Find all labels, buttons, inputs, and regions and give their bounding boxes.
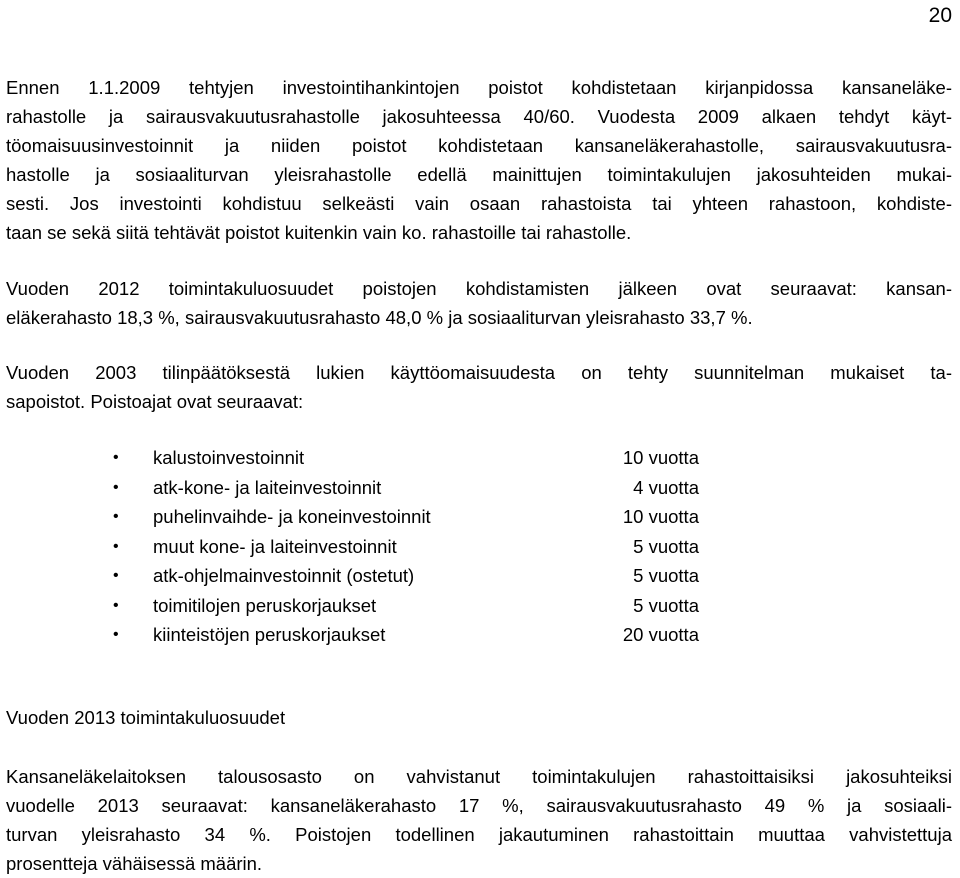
bullet-icon: •	[113, 626, 119, 643]
paragraph-depreciation-allocation	[6, 73, 952, 247]
text-line: taan se sekä siitä tehtävät poistot kuitenkin vain ko. rahastoille tai rahastolle.	[6, 222, 632, 243]
bullet-icon: •	[113, 596, 119, 614]
list-item	[0, 502, 960, 532]
paragraph-depreciation-plan	[6, 358, 952, 416]
asset-name: kalustoinvestoinnit	[153, 447, 305, 468]
text-line: Ennen 1.1.2009 tehtyjen investointihankintojen poistot kohdistetaan kirjanpidossa kansaneläke-	[6, 77, 952, 98]
text-line: sesti. Jos investointi kohdistuu selkeästi vain osaan rahastoista tai yhteen rahastoon, kohdiste-	[6, 193, 952, 214]
asset-name: kiinteistöjen peruskorjaukset	[153, 624, 386, 645]
depreciation-period-list	[0, 443, 960, 650]
asset-name: atk-ohjelmainvestoinnit (ostetut)	[153, 565, 415, 586]
text-line: töomaisuusinvestoinnit ja niiden poistot kohdistetaan kansaneläkerahastolle, sairausvakuutusra-	[6, 135, 952, 156]
text-line: prosentteja vähäisessä määrin.	[6, 853, 263, 874]
depreciation-period: 5 vuotta	[633, 535, 699, 557]
list-item	[0, 591, 960, 621]
text-line: turvan yleisrahasto 34 %. Poistojen todellinen jakautuminen rahastoittain muuttaa vahvistettuja	[6, 824, 952, 845]
list-item	[0, 473, 960, 503]
text-line: Vuoden 2003 tilinpäätöksestä lukien käyttöomaisuudesta on tehty suunnitelman mukaiset ta-	[6, 362, 952, 383]
bullet-icon: •	[113, 537, 119, 555]
depreciation-period: 10 vuotta	[622, 506, 699, 527]
list-item	[0, 443, 960, 473]
text-line: sapoistot. Poistoajat ovat seuraavat:	[6, 391, 304, 412]
text-line: vuodelle 2013 seuraavat: kansaneläkerahasto 17 %, sairausvakuutusrahasto 49 % ja sosiaali-	[6, 795, 952, 816]
depreciation-period: 10 vuotta	[622, 447, 699, 468]
section-heading	[6, 703, 952, 732]
depreciation-period: 4 vuotta	[633, 476, 699, 498]
asset-name: puhelinvaihde- ja koneinvestoinnit	[153, 506, 431, 527]
depreciation-period: 20 vuotta	[622, 624, 699, 645]
bullet-icon: •	[113, 508, 119, 525]
depreciation-period: 5 vuotta	[633, 565, 699, 586]
paragraph-2013-shares	[6, 762, 952, 878]
list-item	[0, 532, 960, 562]
text-line: Vuoden 2012 toimintakuluosuudet poistojen kohdistamisten jälkeen ovat seuraavat: kansan-	[6, 278, 952, 299]
page-number: 20	[928, 4, 952, 27]
heading-text: Vuoden 2013 toimintakuluosuudet	[6, 707, 286, 728]
list-item	[0, 620, 960, 650]
list-item	[0, 561, 960, 591]
asset-name: toimitilojen peruskorjaukset	[153, 594, 377, 616]
asset-name: atk-kone- ja laiteinvestoinnit	[153, 476, 382, 498]
bullet-icon: •	[113, 478, 119, 496]
bullet-icon: •	[113, 449, 119, 466]
paragraph-2012-shares	[6, 274, 952, 332]
depreciation-period: 5 vuotta	[633, 594, 699, 616]
text-line: Kansaneläkelaitoksen talousosasto on vahvistanut toimintakulujen rahastoittaisiksi jakosuhteiksi	[6, 766, 952, 787]
text-line: eläkerahasto 18,3 %, sairausvakuutusrahasto 48,0 % ja sosiaaliturvan yleisrahasto 33,7 %.	[6, 307, 753, 328]
text-line: hastolle ja sosiaaliturvan yleisrahastolle edellä mainittujen toimintakulujen jakosuhteiden mukai-	[6, 164, 952, 185]
bullet-icon: •	[113, 567, 119, 584]
text-line: rahastolle ja sairausvakuutusrahastolle jakosuhteessa 40/60. Vuodesta 2009 alkaen tehdyt käyt-	[6, 106, 952, 127]
asset-name: muut kone- ja laiteinvestoinnit	[153, 535, 397, 557]
